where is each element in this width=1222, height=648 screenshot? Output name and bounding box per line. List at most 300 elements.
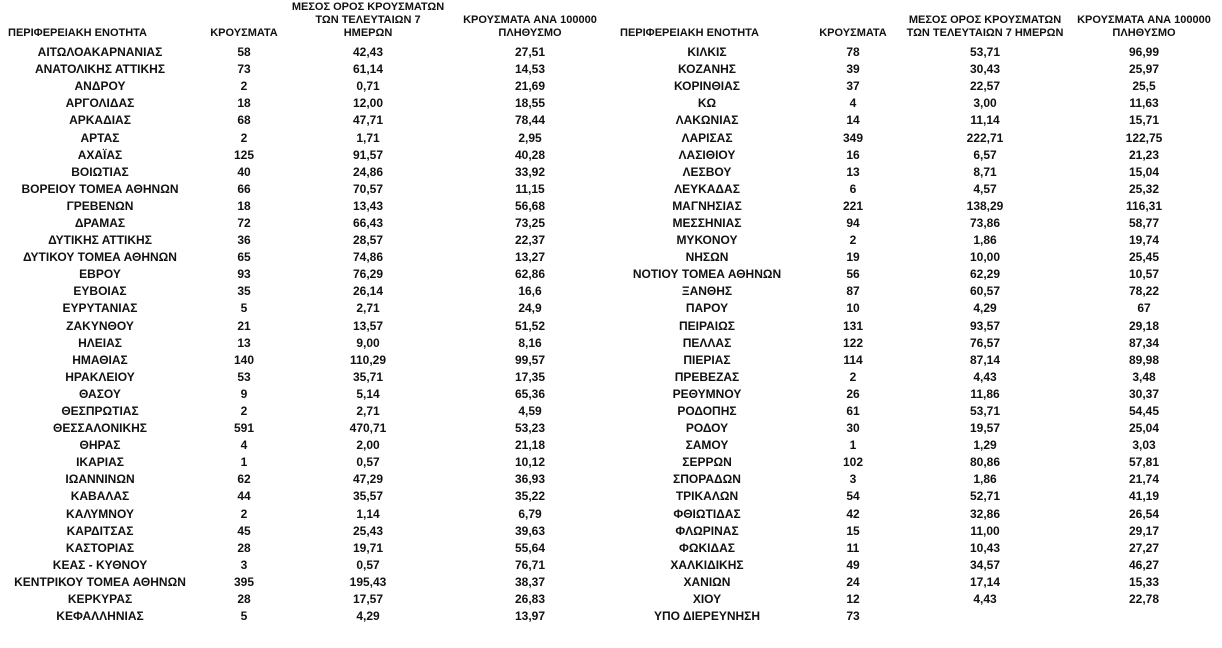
table-row (0, 249, 612, 266)
region-cell: ΖΑΚΥΝΘΟΥ (66, 318, 134, 333)
avg7-cell: 10,00 (969, 250, 1001, 265)
cases-cell: 349 (842, 130, 864, 145)
region-cell: ΑΡΚΑΔΙΑΣ (69, 113, 131, 128)
region-cell: ΛΑΡΙΣΑΣ (681, 130, 733, 145)
table-row (612, 129, 1222, 146)
avg7-cell: 0,57 (356, 557, 380, 572)
region-cell: ΦΘΙΩΤΙΔΑΣ (673, 506, 741, 521)
region-cell: ΒΟΡΕΙΟΥ ΤΟΜΕΑ ΑΘΗΝΩΝ (21, 181, 179, 196)
cases-cell: 24 (846, 574, 860, 589)
cases-cell: 78 (846, 45, 860, 60)
avg7-cell: 91,57 (352, 147, 384, 162)
table-row (612, 78, 1222, 95)
table-row (612, 112, 1222, 129)
region-cell: ΡΟΔΟΥ (685, 421, 729, 436)
per100k-cell: 21,18 (514, 438, 546, 453)
region-cell: ΗΛΕΙΑΣ (78, 335, 122, 350)
avg7-cell: 138,29 (966, 198, 1004, 213)
region-cell: ΜΥΚΟΝΟΥ (676, 233, 738, 248)
per100k-cell: 41,19 (1128, 489, 1160, 504)
cases-cell: 19 (846, 250, 860, 265)
cases-cell: 18 (237, 96, 251, 111)
avg7-cell: 53,71 (969, 45, 1001, 60)
per100k-cell: 57,81 (1128, 455, 1160, 470)
cases-cell: 62 (237, 472, 251, 487)
table-row (0, 335, 612, 352)
region-cell: ΙΚΑΡΙΑΣ (76, 455, 124, 470)
table-row (612, 335, 1222, 352)
region-cell: ΠΕΛΛΑΣ (682, 335, 732, 350)
region-cell: ΦΩΚΙΔΑΣ (679, 540, 735, 555)
cases-cell: 94 (846, 215, 860, 230)
region-cell: ΚΕΦΑΛΛΗΝΙΑΣ (56, 609, 144, 624)
table-row (612, 164, 1222, 181)
table-row (612, 181, 1222, 198)
cases-cell: 66 (237, 181, 251, 196)
region-cell: ΚΕΑΣ - ΚΥΘΝΟΥ (52, 557, 148, 572)
region-cell: ΙΩΑΝΝΙΝΩΝ (65, 472, 135, 487)
cases-cell: 13 (237, 335, 251, 350)
per100k-cell: 2,95 (518, 130, 542, 145)
region-cell: ΒΟΙΩΤΙΑΣ (71, 164, 129, 179)
avg7-cell: 1,86 (973, 233, 997, 248)
per100k-cell: 38,37 (514, 574, 546, 589)
cases-cell: 73 (846, 609, 860, 624)
cases-cell: 591 (233, 421, 255, 436)
region-cell: ΚΙΛΚΙΣ (687, 45, 727, 60)
region-cell: ΓΡΕΒΕΝΩΝ (66, 198, 134, 213)
per100k-cell: 25,45 (1128, 250, 1160, 265)
avg7-cell: 19,57 (969, 421, 1001, 436)
table-row (612, 300, 1222, 317)
region-cell: ΣΕΡΡΩΝ (682, 455, 732, 470)
cases-cell: 1 (240, 455, 248, 470)
cases-cell: 73 (237, 62, 251, 77)
region-cell: ΧΙΟΥ (692, 592, 722, 607)
cases-cell: 45 (237, 523, 251, 538)
cases-cell: 21 (237, 318, 251, 333)
avg7-cell: 13,57 (352, 318, 384, 333)
table-row (612, 369, 1222, 386)
region-cell: ΛΕΣΒΟΥ (682, 164, 732, 179)
per100k-cell: 99,57 (514, 352, 546, 367)
table-row (612, 557, 1222, 574)
table-row (0, 164, 612, 181)
per100k-cell: 16,6 (518, 284, 542, 299)
avg7-cell: 222,71 (966, 130, 1004, 145)
cases-cell: 12 (846, 592, 860, 607)
table-row (0, 403, 612, 420)
per100k-cell: 54,45 (1128, 404, 1160, 419)
per100k-cell: 33,92 (514, 164, 546, 179)
per100k-cell: 15,04 (1128, 164, 1160, 179)
region-cell: ΞΑΝΘΗΣ (681, 284, 733, 299)
avg7-cell: 34,57 (969, 557, 1001, 572)
region-cell: ΕΥΡΥΤΑΝΙΑΣ (62, 301, 138, 316)
cases-cell: 58 (237, 45, 251, 60)
per100k-cell: 11,63 (1129, 96, 1159, 111)
table-row (612, 437, 1222, 454)
cases-cell: 2 (849, 233, 857, 248)
region-cell: ΧΑΛΚΙΔΙΚΗΣ (670, 557, 744, 572)
per100k-cell: 78,22 (1128, 284, 1160, 299)
table-row (612, 266, 1222, 283)
table-row (612, 523, 1222, 540)
avg7-cell: 25,43 (352, 523, 384, 538)
avg7-cell: 4,57 (973, 181, 997, 196)
table-row (612, 488, 1222, 505)
region-cell: ΚΟΡΙΝΘΙΑΣ (674, 79, 740, 94)
per100k-cell: 3,48 (1132, 369, 1156, 384)
cases-cell: 5 (240, 609, 248, 624)
region-cell: ΣΠΟΡΑΔΩΝ (673, 472, 741, 487)
avg7-cell: 24,86 (352, 164, 384, 179)
table-row (0, 591, 612, 608)
per100k-cell: 19,74 (1128, 233, 1160, 248)
region-cell: ΚΑΣΤΟΡΙΑΣ (65, 540, 135, 555)
cases-cell: 72 (237, 215, 251, 230)
region-cell: ΚΑΡΔΙΤΣΑΣ (66, 523, 134, 538)
header-per100k: ΚΡΟΥΣΜΑΤΑ ΑΝΑ 100000 ΠΛΗΘΥΣΜΟ (463, 14, 597, 39)
cases-cell: 2 (240, 404, 248, 419)
per100k-cell: 78,44 (514, 113, 546, 128)
per100k-cell: 29,17 (1128, 523, 1160, 538)
avg7-cell: 0,57 (356, 455, 380, 470)
table-row (0, 232, 612, 249)
region-cell: ΡΟΔΟΠΗΣ (677, 404, 737, 419)
cases-cell: 44 (237, 489, 251, 504)
avg7-cell: 5,14 (356, 386, 380, 401)
avg7-cell: 6,57 (973, 147, 997, 162)
avg7-cell: 12,00 (352, 96, 384, 111)
region-cell: ΦΛΩΡΙΝΑΣ (675, 523, 739, 538)
avg7-cell: 47,71 (352, 113, 384, 128)
per100k-cell: 27,51 (514, 45, 546, 60)
header-region: ΠΕΡΙΦΕΡΕΙΑΚΗ ΕΝΟΤΗΤΑ (620, 27, 760, 39)
cases-cell: 13 (846, 164, 860, 179)
per100k-cell: 89,98 (1128, 352, 1160, 367)
per100k-cell: 10,12 (514, 455, 546, 470)
avg7-cell: 32,86 (969, 506, 1001, 521)
cases-cell: 10 (846, 301, 860, 316)
avg7-cell: 8,71 (973, 164, 997, 179)
avg7-cell: 470,71 (349, 421, 387, 436)
avg7-cell: 2,71 (356, 301, 380, 316)
cases-cell: 5 (240, 301, 248, 316)
table-row (612, 540, 1222, 557)
per100k-cell: 3,03 (1132, 438, 1156, 453)
region-cell: ΑΡΓΟΛΙΔΑΣ (65, 96, 135, 111)
per100k-cell: 53,23 (514, 421, 546, 436)
avg7-cell: 28,57 (352, 233, 384, 248)
per100k-cell: 15,33 (1128, 574, 1160, 589)
region-cell: ΣΑΜΟΥ (685, 438, 729, 453)
cases-cell: 6 (849, 181, 857, 196)
table-row (612, 420, 1222, 437)
region-cell: ΑΙΤΩΛΟΑΚΑΡΝΑΝΙΑΣ (37, 45, 163, 60)
per100k-cell: 24,9 (518, 301, 542, 316)
region-cell: ΚΕΝΤΡΙΚΟΥ ΤΟΜΕΑ ΑΘΗΝΩΝ (14, 574, 186, 589)
avg7-cell: 9,00 (356, 335, 380, 350)
avg7-cell: 35,57 (352, 489, 384, 504)
avg7-cell: 80,86 (969, 455, 1001, 470)
per100k-cell: 21,69 (514, 79, 546, 94)
table-row (0, 608, 612, 625)
avg7-cell: 1,86 (973, 472, 997, 487)
cases-cell: 65 (237, 250, 251, 265)
region-cell: ΠΙΕΡΙΑΣ (683, 352, 731, 367)
cases-cell: 56 (846, 267, 860, 282)
region-cell: ΚΑΒΑΛΑΣ (70, 489, 130, 504)
per100k-cell: 56,68 (514, 198, 546, 213)
avg7-cell: 19,71 (352, 540, 384, 555)
region-cell: ΛΑΚΩΝΙΑΣ (675, 113, 739, 128)
avg7-cell: 110,29 (349, 352, 387, 367)
avg7-cell: 2,00 (356, 438, 380, 453)
cases-cell: 42 (846, 506, 860, 521)
per100k-cell: 76,71 (514, 557, 546, 572)
per100k-cell: 6,79 (518, 506, 542, 521)
region-cell: ΥΠΟ ΔΙΕΡΕΥΝΗΣΗ (653, 609, 761, 624)
table-row (0, 488, 612, 505)
table-row (0, 300, 612, 317)
region-cell: ΠΕΙΡΑΙΩΣ (679, 318, 735, 333)
cases-cell: 2 (240, 506, 248, 521)
cases-cell: 87 (846, 284, 860, 299)
avg7-cell: 10,43 (969, 540, 1001, 555)
region-cell: ΠΑΡΟΥ (685, 301, 729, 316)
region-cell: ΕΒΡΟΥ (79, 267, 121, 282)
avg7-cell: 22,57 (969, 79, 1001, 94)
header-avg7: ΜΕΣΟΣ ΟΡΟΣ ΚΡΟΥΣΜΑΤΩΝ ΤΩΝ ΤΕΛΕΥΤΑΙΩΝ 7 ΗΜΕΡΩΝ (291, 1, 445, 39)
cases-cell: 39 (846, 62, 860, 77)
cases-cell: 49 (846, 557, 860, 572)
region-cell: ΤΡΙΚΑΛΩΝ (675, 489, 739, 504)
per100k-cell: 27,27 (1128, 540, 1160, 555)
per100k-cell: 10,57 (1128, 267, 1160, 282)
table-body-left (0, 44, 612, 625)
cases-cell: 4 (849, 96, 857, 111)
cases-cell: 4 (240, 438, 248, 453)
table-row (612, 471, 1222, 488)
table-row (0, 437, 612, 454)
per100k-cell: 116,31 (1125, 198, 1163, 213)
region-cell: ΘΕΣΠΡΩΤΙΑΣ (61, 404, 139, 419)
per100k-cell: 26,83 (514, 592, 546, 607)
region-cell: ΔΥΤΙΚΗΣ ΑΤΤΙΚΗΣ (48, 233, 152, 248)
table-row (0, 540, 612, 557)
region-cell: ΚΩ (697, 96, 717, 111)
table-row (0, 283, 612, 300)
cases-cell: 61 (846, 404, 860, 419)
region-cell: ΚΕΡΚΥΡΑΣ (67, 592, 133, 607)
cases-cell: 114 (843, 352, 863, 367)
avg7-cell: 76,29 (352, 267, 384, 282)
table-row (0, 129, 612, 146)
cases-cell: 131 (842, 318, 864, 333)
table-row (612, 147, 1222, 164)
region-cell: ΕΥΒΟΙΑΣ (73, 284, 127, 299)
avg7-cell: 52,71 (969, 489, 1001, 504)
avg7-cell: 11,00 (970, 523, 1000, 538)
header-cases: ΚΡΟΥΣΜΑΤΑ (210, 27, 278, 39)
cases-cell: 40 (237, 164, 251, 179)
cases-cell: 140 (233, 352, 255, 367)
avg7-cell: 4,43 (973, 369, 997, 384)
per100k-cell: 25,32 (1128, 181, 1160, 196)
cases-cell: 18 (237, 198, 251, 213)
cases-cell: 15 (846, 523, 860, 538)
per100k-cell: 96,99 (1128, 45, 1160, 60)
per100k-cell: 51,52 (514, 318, 546, 333)
cases-cell: 395 (233, 574, 255, 589)
cases-cell: 16 (846, 147, 860, 162)
table-row (612, 95, 1222, 112)
cases-table-right (612, 0, 1222, 625)
per100k-cell: 122,75 (1125, 130, 1163, 145)
table-row (612, 386, 1222, 403)
per100k-cell: 14,53 (514, 62, 546, 77)
cases-cell: 3 (849, 472, 857, 487)
per100k-cell: 65,36 (514, 386, 546, 401)
table-row (0, 386, 612, 403)
avg7-cell: 60,57 (969, 284, 1001, 299)
avg7-cell: 61,14 (352, 62, 384, 77)
avg7-cell: 1,29 (973, 438, 997, 453)
table-row (0, 557, 612, 574)
header-per100k: ΚΡΟΥΣΜΑΤΑ ΑΝΑ 100000 ΠΛΗΘΥΣΜΟ (1077, 14, 1211, 39)
table-row (0, 454, 612, 471)
table-row (612, 215, 1222, 232)
per100k-cell: 39,63 (514, 523, 546, 538)
table-row (612, 506, 1222, 523)
table-row (0, 215, 612, 232)
per100k-cell: 87,34 (1128, 335, 1160, 350)
region-cell: ΛΑΣΙΘΙΟΥ (678, 147, 736, 162)
per100k-cell: 18,55 (514, 96, 546, 111)
per100k-cell: 36,93 (514, 472, 546, 487)
region-cell: ΡΕΘΥΜΝΟΥ (672, 386, 742, 401)
cases-cell: 14 (846, 113, 860, 128)
table-row (0, 574, 612, 591)
header-avg7: ΜΕΣΟΣ ΟΡΟΣ ΚΡΟΥΣΜΑΤΩΝ ΤΩΝ ΤΕΛΕΥΤΑΙΩΝ 7 ΗΜΕΡΩΝ (906, 14, 1064, 39)
avg7-cell: 74,86 (352, 250, 384, 265)
table-row (612, 232, 1222, 249)
per100k-cell: 40,28 (514, 147, 546, 162)
cases-cell: 2 (240, 130, 248, 145)
cases-cell: 36 (237, 233, 251, 248)
table-row (612, 591, 1222, 608)
avg7-cell: 76,57 (969, 335, 1001, 350)
region-cell: ΠΡΕΒΕΖΑΣ (674, 369, 740, 384)
avg7-cell: 4,29 (973, 301, 997, 316)
table-header-right (612, 0, 1222, 44)
table-body-right (612, 44, 1222, 625)
avg7-cell: 73,86 (969, 215, 1001, 230)
per100k-cell: 21,74 (1128, 472, 1160, 487)
table-row (0, 420, 612, 437)
avg7-cell: 70,57 (352, 181, 384, 196)
avg7-cell: 1,14 (356, 506, 380, 521)
cases-cell: 35 (237, 284, 251, 299)
table-row (612, 249, 1222, 266)
cases-cell: 125 (233, 147, 255, 162)
cases-cell: 28 (237, 540, 251, 555)
table-row (612, 608, 1222, 625)
per100k-cell: 55,64 (514, 540, 546, 555)
cases-cell: 37 (846, 79, 860, 94)
table-row (0, 44, 612, 61)
avg7-cell: 2,71 (356, 404, 380, 419)
avg7-cell (904, 608, 1066, 625)
avg7-cell: 3,00 (973, 96, 997, 111)
avg7-cell: 62,29 (969, 267, 1001, 282)
avg7-cell: 35,71 (352, 369, 384, 384)
per100k-cell: 11,15 (515, 181, 545, 196)
per100k-cell: 25,04 (1128, 421, 1160, 436)
table-row (612, 454, 1222, 471)
cases-cell: 53 (237, 369, 251, 384)
avg7-cell: 42,43 (352, 45, 384, 60)
avg7-cell: 26,14 (352, 284, 384, 299)
cases-cell: 221 (842, 198, 864, 213)
per100k-cell: 35,22 (514, 489, 546, 504)
region-cell: ΧΑΝΙΩΝ (683, 574, 731, 589)
table-row (612, 403, 1222, 420)
table-row (0, 181, 612, 198)
cases-cell: 26 (846, 386, 860, 401)
avg7-cell: 1,71 (356, 130, 380, 145)
avg7-cell: 13,43 (352, 198, 384, 213)
per100k-cell: 13,97 (514, 609, 546, 624)
cases-cell: 102 (842, 455, 864, 470)
table-row (0, 78, 612, 95)
table-row (0, 352, 612, 369)
avg7-cell: 0,71 (356, 79, 380, 94)
per100k-cell: 22,78 (1128, 592, 1160, 607)
per100k-cell: 26,54 (1128, 506, 1160, 521)
region-cell: ΔΥΤΙΚΟΥ ΤΟΜΕΑ ΑΘΗΝΩΝ (23, 250, 177, 265)
cases-cell: 2 (849, 369, 857, 384)
header-cases: ΚΡΟΥΣΜΑΤΑ (819, 27, 887, 39)
table-row (0, 318, 612, 335)
table-row (612, 198, 1222, 215)
table-row (612, 283, 1222, 300)
cases-cell: 93 (237, 267, 251, 282)
avg7-cell: 17,57 (352, 592, 384, 607)
per100k-cell: 21,23 (1128, 147, 1160, 162)
per100k-cell: 73,25 (514, 215, 546, 230)
per100k-cell: 46,27 (1128, 557, 1160, 572)
avg7-cell: 47,29 (352, 472, 384, 487)
avg7-cell: 4,29 (356, 609, 380, 624)
region-cell: ΚΟΖΑΝΗΣ (678, 62, 736, 77)
table-row (0, 471, 612, 488)
table-row (612, 352, 1222, 369)
table-header-left (0, 0, 612, 44)
region-cell: ΜΕΣΣΗΝΙΑΣ (672, 215, 742, 230)
per100k-cell: 13,27 (514, 250, 546, 265)
table-row (612, 61, 1222, 78)
region-cell: ΛΕΥΚΑΔΑΣ (674, 181, 740, 196)
table-row (0, 506, 612, 523)
avg7-cell: 11,14 (970, 113, 1000, 128)
region-cell: ΝΗΣΩΝ (685, 250, 729, 265)
table-row (0, 112, 612, 129)
table-row (0, 369, 612, 386)
region-cell: ΑΧΑΪΑΣ (77, 147, 123, 162)
avg7-cell: 195,43 (349, 574, 387, 589)
